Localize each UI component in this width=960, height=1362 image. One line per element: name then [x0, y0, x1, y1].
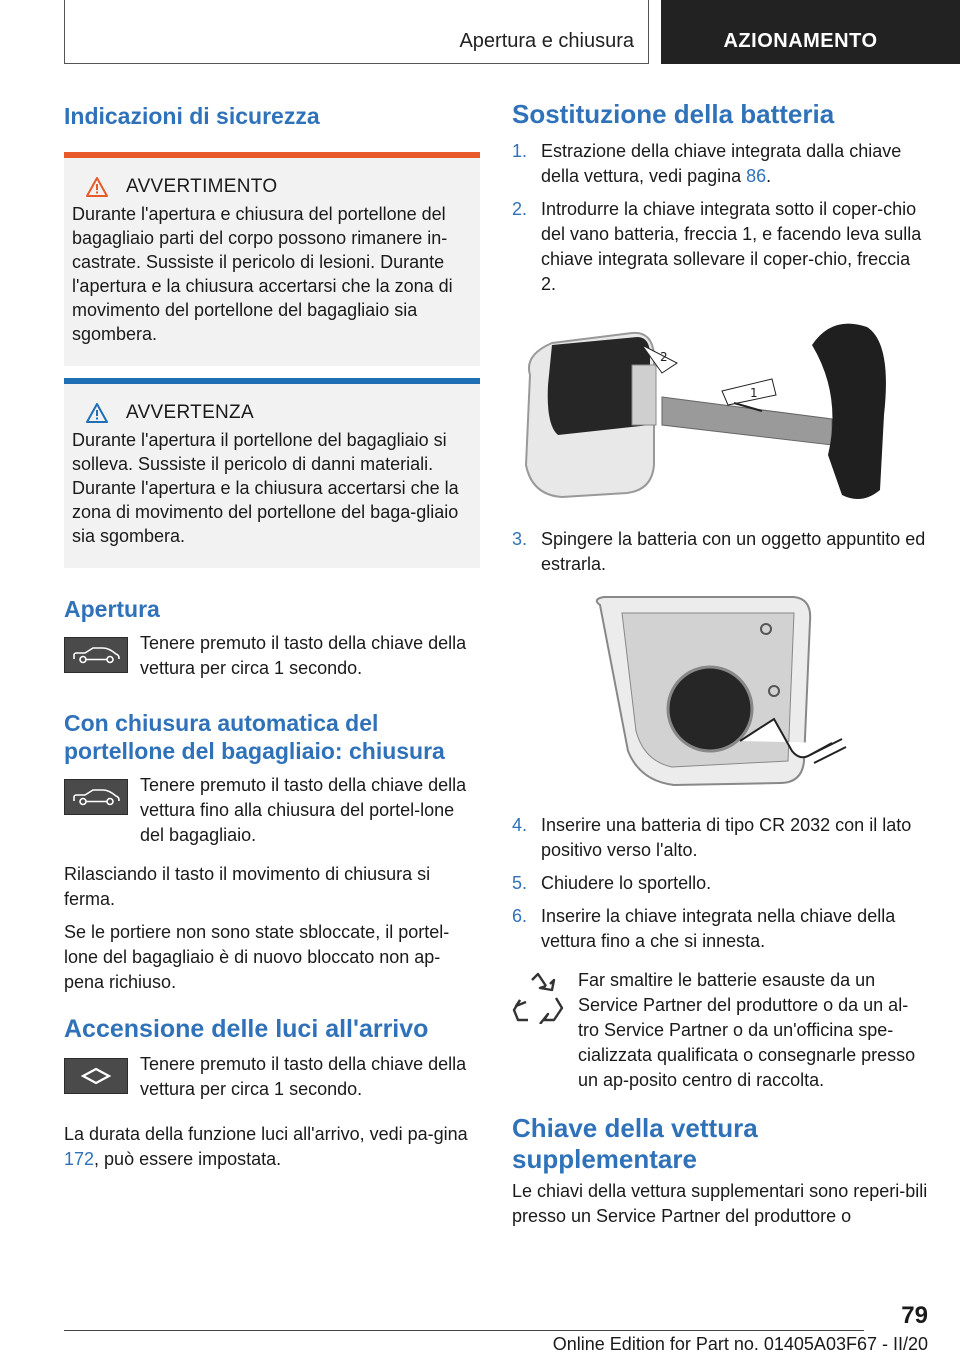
recycle-text: Far smaltire le batterie esauste da un Service Partner del produttore o da un al-tro Service Partner o da un'officina spe-cializzata qualificata o consegnarle presso un ap-posito centro di raccolta.: [578, 970, 916, 1090]
footer-divider: [64, 1330, 864, 1331]
list-item: [512, 904, 928, 954]
caution-text: Durante l'apertura il portellone del bagagliaio si solleva. Sussiste il pericolo di danni materiali. Durante l'apertura e la chiusura accertarsi che la zona di movimento del portellone del baga-gliaio sia sgombera.: [72, 430, 459, 546]
duration-text-post: , può essere impostata.: [94, 1149, 282, 1169]
battery-steps-cont: [512, 527, 928, 577]
list-item: [512, 139, 928, 189]
page-link[interactable]: 86: [746, 166, 767, 186]
list-item: [512, 197, 928, 297]
welcome-light-instruction: [64, 1052, 480, 1104]
warning-text: Durante l'apertura e chiusura del portellone del bagagliaio parti del corpo possono rimanere in-castrate. Sussiste il pericolo di lesioni. Durante l'apertura e la chiusura accertarsi che la zona di movimento del portellone del bagagliaio sia sgombera.: [72, 204, 453, 344]
step-number: 4.: [512, 815, 528, 835]
extra-key-heading: Chiave della vettura supplementare: [512, 1113, 758, 1174]
trunk-button-icon: [64, 637, 128, 673]
extra-key-text: Le chiavi della vettura supplementari sono reperi-bili presso un Service Partner del produttore o: [512, 1181, 928, 1226]
opening-text: Tenere premuto il tasto della chiave della vettura per circa 1 secondo.: [140, 633, 467, 678]
step-number: 2.: [512, 199, 528, 219]
warning-box: [64, 152, 480, 366]
welcome-light-heading: Accensione delle luci all'arrivo: [64, 1015, 429, 1043]
list-item: [512, 871, 928, 896]
step-number: 6.: [512, 906, 528, 926]
section-title: Apertura e chiusura: [459, 30, 634, 52]
battery-compartment-illustration: [512, 591, 928, 791]
battery-heading: Sostituzione della batteria: [512, 99, 835, 129]
header-divider: [648, 0, 649, 64]
warning-triangle-icon: [86, 403, 108, 423]
welcome-light-text: Tenere premuto il tasto della chiave della vettura per circa 1 secondo.: [140, 1054, 467, 1099]
recycle-note: [512, 968, 928, 1093]
warning-triangle-icon: [86, 177, 108, 197]
safety-heading: Indicazioni di sicurezza: [64, 103, 320, 129]
header-divider: [64, 63, 648, 64]
step-text-pre: Estrazione della chiave integrata dalla chiave della vettura, vedi pagina: [541, 141, 902, 186]
step-number: 3.: [512, 529, 528, 549]
svg-text:2: 2: [660, 350, 668, 364]
step-text-post: .: [766, 166, 772, 186]
doors-text: Se le portiere non sono state sbloccate, il portel-lone del bagagliaio è di nuovo bloccato non ap-pena richiuso.: [64, 922, 450, 992]
release-text: Rilasciando il tasto il movimento di chiusura si ferma.: [64, 864, 431, 909]
chapter-tab: AZIONAMENTO: [661, 0, 960, 64]
trunk-button-icon: [64, 779, 128, 815]
step-text: [541, 139, 928, 189]
header-divider: [64, 0, 65, 64]
page-link[interactable]: 172: [64, 1149, 95, 1169]
step-number: 1.: [512, 141, 528, 161]
step-text: Inserire una batteria di tipo CR 2032 con il lato positivo verso l'alto.: [541, 815, 912, 860]
autoclose-instruction: [64, 773, 480, 848]
step-text: Inserire la chiave integrata nella chiave della vettura fino a che si innesta.: [541, 906, 896, 951]
autoclose-text: Tenere premuto il tasto della chiave della vettura fino alla chiusura del portel-lone del bagagliaio.: [140, 775, 467, 845]
battery-steps-end: [512, 813, 928, 954]
recycle-text-first: [512, 968, 928, 1093]
opening-instruction: [64, 631, 480, 683]
duration-text: [64, 1122, 480, 1172]
list-item: [512, 527, 928, 577]
caution-box: [64, 378, 480, 568]
caution-title-row: [72, 402, 472, 424]
right-column: [512, 100, 928, 1229]
unlock-button-icon: [64, 1058, 128, 1094]
left-column: [64, 100, 480, 1172]
list-item: [512, 813, 928, 863]
warning-title: AVVERTIMENTO: [126, 176, 278, 197]
page-number: 79: [901, 1302, 928, 1329]
recycle-icon: [512, 972, 564, 1024]
step-text: Spingere la batteria con un oggetto appuntito ed estrarla.: [541, 529, 926, 574]
edition-text: Online Edition for Part no. 01405A03F67 - II/20: [552, 1334, 928, 1354]
step-text: Introdurre la chiave integrata sotto il coper-chio del vano batteria, freccia 1, e facendo leva sulla chiave integrata sollevare il coper-chio, freccia 2.: [541, 199, 922, 294]
step-text: Chiudere lo sportello.: [541, 873, 712, 893]
autoclose-heading: Con chiusura automatica del portellone del bagagliaio: chiusura: [64, 710, 445, 764]
caution-title: AVVERTENZA: [126, 402, 254, 423]
step-number: 5.: [512, 873, 528, 893]
page-header: [0, 0, 960, 66]
svg-text:1: 1: [750, 386, 758, 400]
key-cover-illustration: [512, 315, 928, 515]
warning-title-row: [72, 176, 472, 198]
duration-text-pre: La durata della funzione luci all'arrivo, vedi pa-gina: [64, 1124, 468, 1144]
opening-heading: Apertura: [64, 596, 160, 622]
battery-steps: [512, 139, 928, 297]
